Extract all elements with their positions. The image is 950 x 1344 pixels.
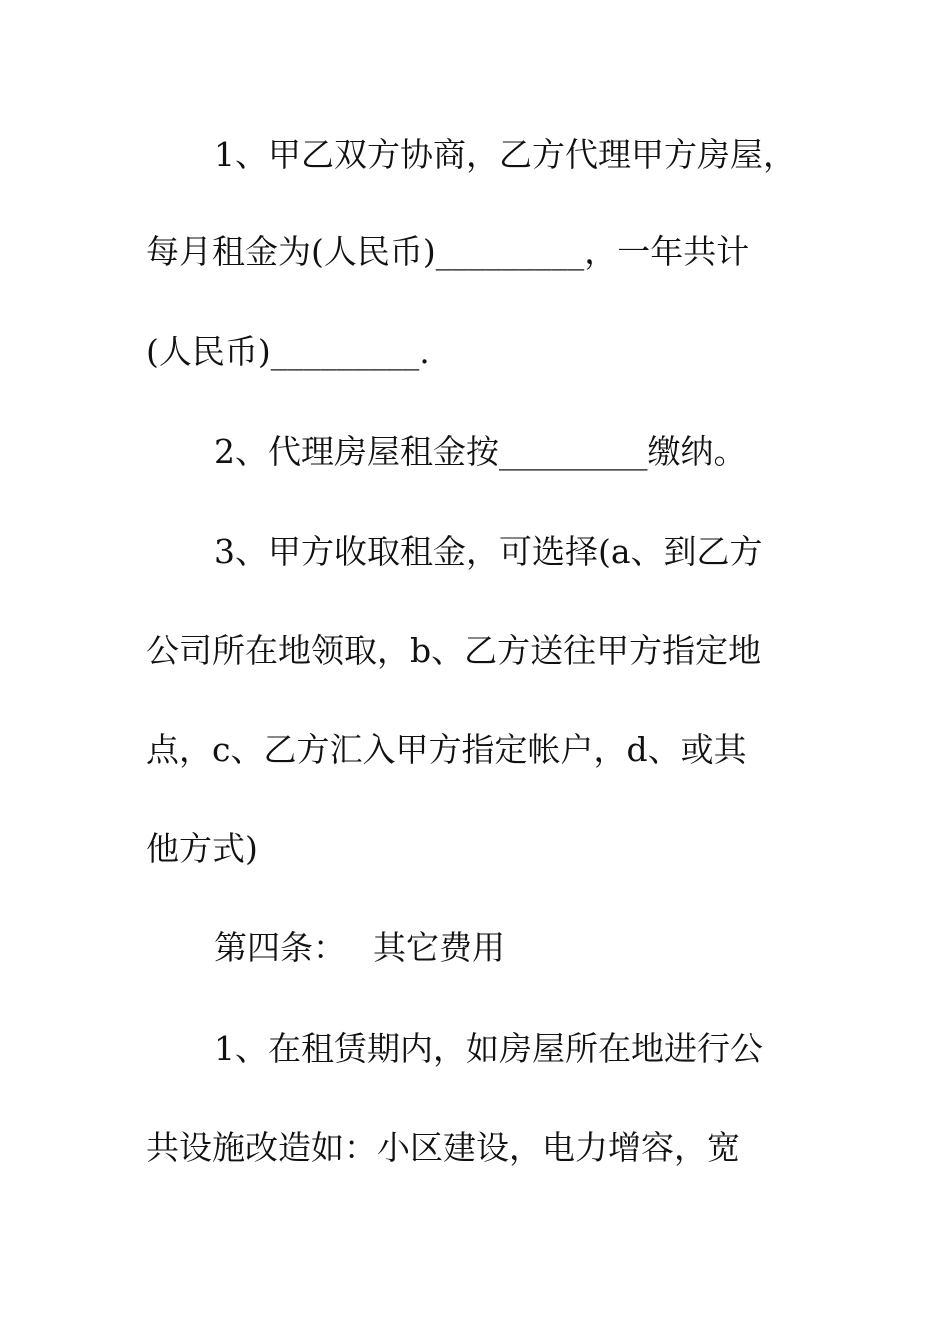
clause-2-line-1: 2、代理房屋租金按_________缴纳。 xyxy=(214,432,747,471)
clause-1-line-2: 每月租金为(人民币)_________，一年共计 xyxy=(146,232,750,271)
clause-1-line-1: 1、甲乙双方协商，乙方代理甲方房屋， xyxy=(214,135,796,174)
clause-1-line-3: (人民币)_________. xyxy=(146,332,430,371)
article-4-heading: 第四条： 其它费用 xyxy=(214,928,505,967)
clause-3-line-2: 公司所在地领取，b、乙方送往甲方指定地 xyxy=(146,631,762,670)
clause-3-line-3: 点，c、乙方汇入甲方指定帐户，d、或其 xyxy=(146,730,747,769)
clause-3-line-1: 3、甲方收取租金，可选择(a、到乙方 xyxy=(214,532,763,571)
article-4-clause-1-line-2: 共设施改造如：小区建设，电力增容，宽 xyxy=(146,1128,740,1167)
article-4-clause-1-line-1: 1、在租赁期内，如房屋所在地进行公 xyxy=(214,1029,763,1068)
clause-3-line-4: 他方式) xyxy=(146,829,258,868)
